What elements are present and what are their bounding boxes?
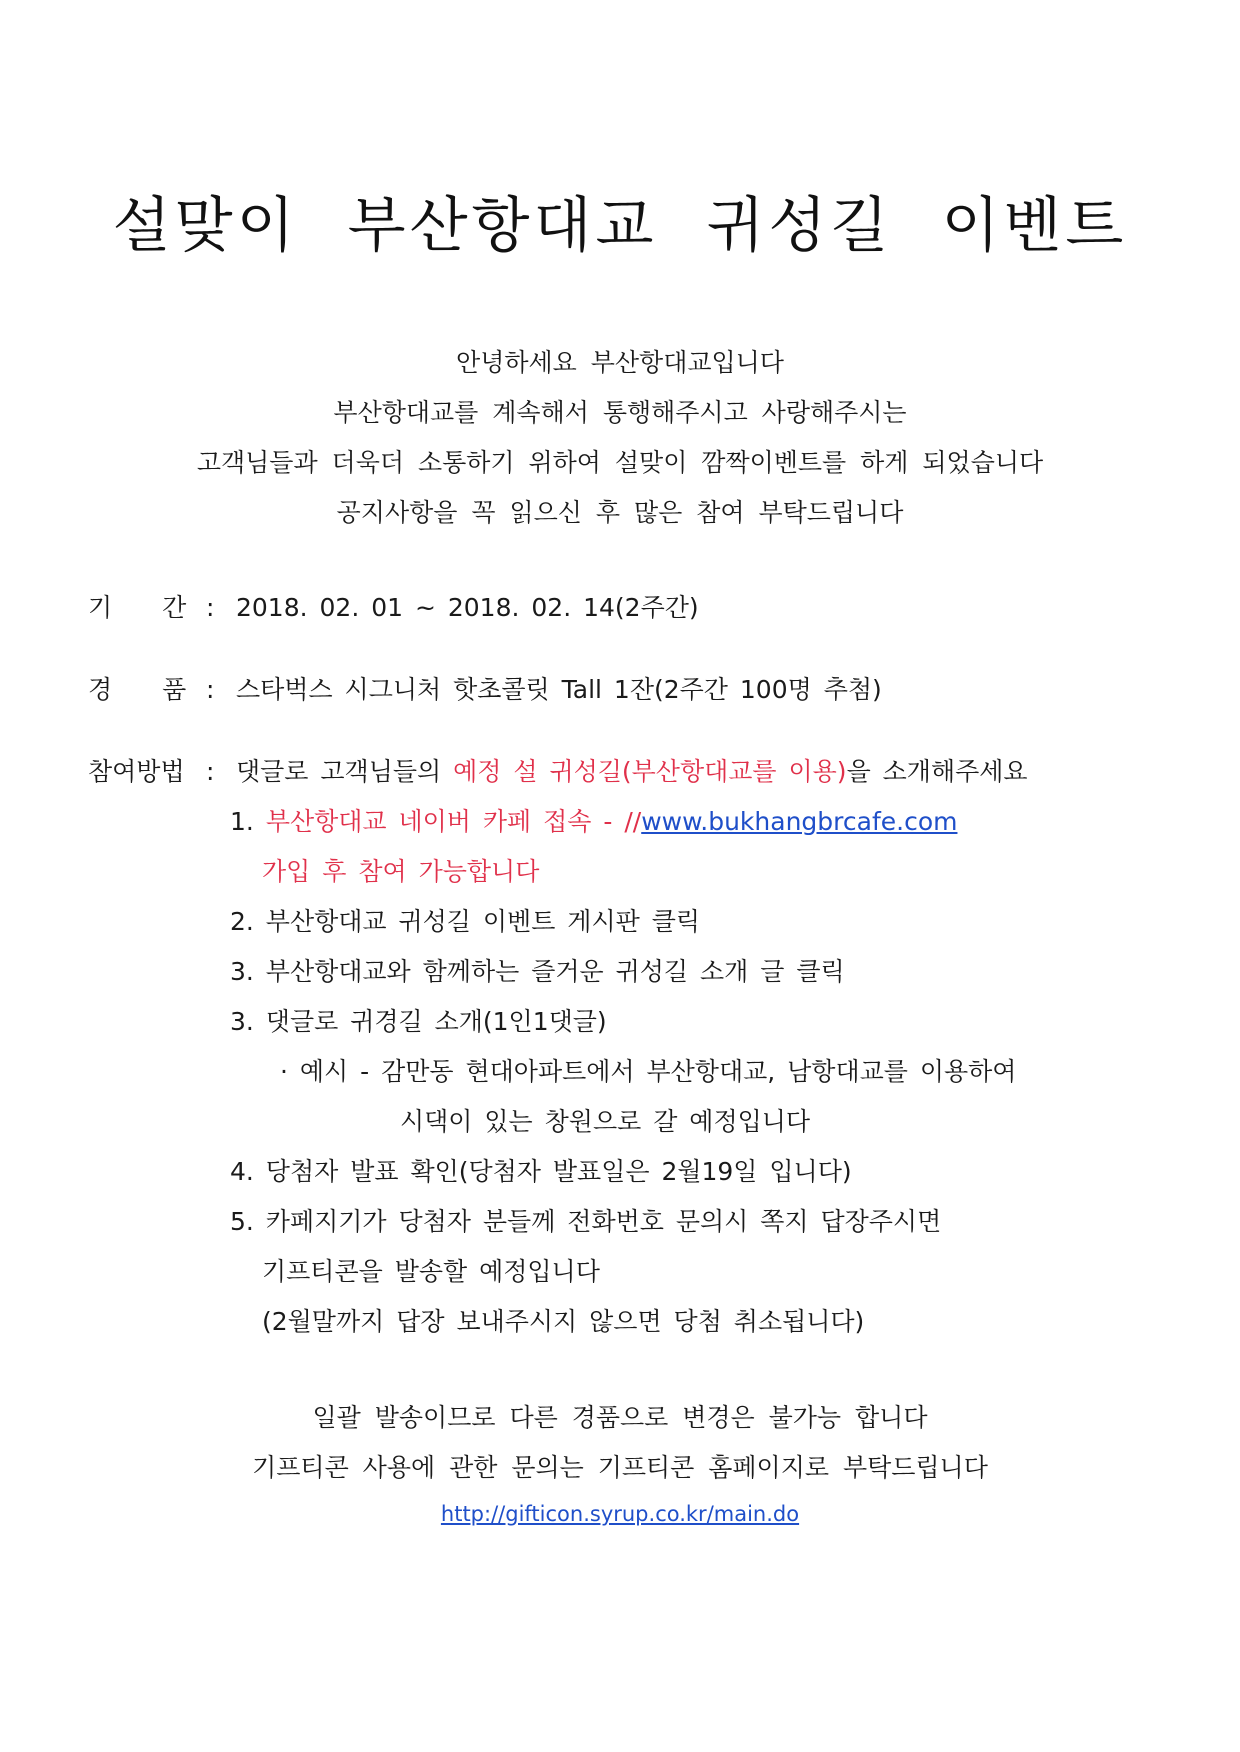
method-highlight: 예정 설 귀성길(부산항대교를 이용) [453,757,847,786]
cafe-link[interactable]: www.bukhangbrcafe.com [641,807,958,836]
intro-line: 공지사항을 꼭 읽으신 후 많은 참여 부탁드립니다 [336,498,904,527]
prize-label: 경 품 [88,675,187,704]
prize-value: 스타벅스 시그니처 핫초콜릿 Tall 1잔(2주간 100명 추첨) [236,675,882,704]
step-1-number: 1. [230,807,254,836]
step-1-sub: 가입 후 참여 가능합니다 [262,857,540,886]
period-row [88,588,699,624]
method-colon: : [206,757,215,786]
page-title: 설맞이 부산항대교 귀성길 이벤트 [112,191,1128,261]
prize-row [88,670,882,706]
step-4: 4. 당첨자 발표 확인(당첨자 발표일은 2월19일 입니다) [230,1157,852,1186]
period-value: 2018. 02. 01 ~ 2018. 02. 14(2주간) [236,593,699,622]
step-5-line: 기프티콘을 발송할 예정입니다 [262,1257,600,1286]
step-5: 5. 카페지기가 당첨자 분들께 전화번호 문의시 쪽지 답장주시면 [230,1207,942,1236]
step-5-line: (2월말까지 답장 보내주시지 않으면 당첨 취소됩니다) [262,1307,865,1336]
gifticon-link[interactable]: http://gifticon.syrup.co.kr/main.do [440,1502,800,1526]
period-colon: : [206,593,215,622]
prize-colon: : [206,675,215,704]
footer-line: 기프티콘 사용에 관한 문의는 기프티콘 홈페이지로 부탁드립니다 [252,1453,988,1482]
step-2: 2. 부산항대교 귀성길 이벤트 게시판 클릭 [230,907,700,936]
step-3: 3. 부산항대교와 함께하는 즐거운 귀성길 소개 글 클릭 [230,957,845,986]
step-1-text: 부산항대교 네이버 카페 접속 - // [265,807,642,836]
intro-line: 고객님들과 더욱더 소통하기 위하여 설맞이 깜짝이벤트를 하게 되었습니다 [196,448,1044,477]
method-prefix: 댓글로 고객님들의 [236,757,454,786]
intro-paragraph [0,338,1240,538]
method-label: 참여방법 [88,757,185,786]
example-line: · 예시 - 감만동 현대아파트에서 부산항대교, 남항대교를 이용하여 [280,1057,1017,1086]
method-row [88,752,1028,788]
method-suffix: 을 소개해주세요 [846,757,1028,786]
step-3b: 3. 댓글로 귀경길 소개(1인1댓글) [230,1007,607,1036]
footer-line: 일괄 발송이므로 다른 경품으로 변경은 불가능 합니다 [312,1403,928,1432]
example-line: 시댁이 있는 창원으로 갈 예정입니다 [400,1107,811,1136]
intro-line: 안녕하세요 부산항대교입니다 [456,348,784,377]
intro-line: 부산항대교를 계속해서 통행해주시고 사랑해주시는 [333,398,907,427]
gifticon-link-row [0,1502,1240,1526]
period-label: 기 간 [88,593,187,622]
step-1 [230,802,957,838]
